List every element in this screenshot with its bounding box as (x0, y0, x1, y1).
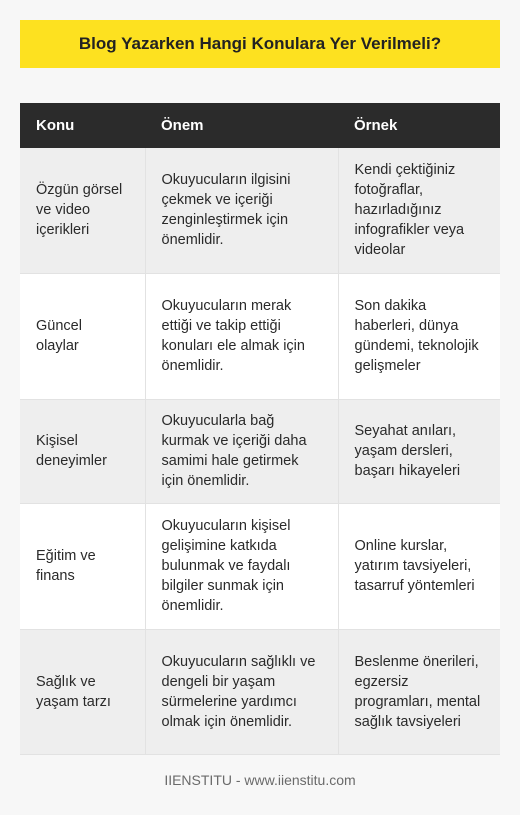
example-cell: Seyahat anıları, yaşam dersleri, başarı hikayeleri (338, 399, 500, 503)
topic-cell: Kişisel deneyimler (20, 399, 145, 503)
footer-credit: IIENSTITU - www.iienstitu.com (164, 772, 356, 788)
table-row (20, 503, 500, 629)
table-row (20, 148, 500, 273)
header-importance: Önem (145, 103, 338, 148)
topic-cell: Eğitim ve finans (20, 503, 145, 629)
example-cell: Son dakika haberleri, dünya gündemi, teknolojik gelişmeler (338, 273, 500, 399)
table-row (20, 273, 500, 399)
example-cell: Beslenme önerileri, egzersiz programları, mental sağlık tavsiyeleri (338, 629, 500, 754)
example-cell: Online kurslar, yatırım tavsiyeleri, tasarruf yöntemleri (338, 503, 500, 629)
table-row (20, 629, 500, 754)
header-example: Örnek (338, 103, 500, 148)
table-row (20, 399, 500, 503)
topics-table (20, 103, 500, 755)
topic-cell: Özgün görsel ve video içerikleri (20, 148, 145, 273)
topic-cell: Güncel olaylar (20, 273, 145, 399)
example-cell: Kendi çektiğiniz fotoğraflar, hazırladığınız infografikler veya videolar (338, 148, 500, 273)
topic-cell: Sağlık ve yaşam tarzı (20, 629, 145, 754)
importance-cell: Okuyucuların merak ettiği ve takip ettiği konuları ele almak için önemlidir. (145, 273, 338, 399)
importance-cell: Okuyucuların kişisel gelişimine katkıda bulunmak ve faydalı bilgiler sunmak için önemlidir. (145, 503, 338, 629)
table-header-row (20, 103, 500, 148)
importance-cell: Okuyucuların ilgisini çekmek ve içeriği zenginleştirmek için önemlidir. (145, 148, 338, 273)
header-topic: Konu (20, 103, 145, 148)
importance-cell: Okuyucuların sağlıklı ve dengeli bir yaşam sürmelerine yardımcı olmak için önemlidir. (145, 629, 338, 754)
importance-cell: Okuyucularla bağ kurmak ve içeriği daha samimi hale getirmek için önemlidir. (145, 399, 338, 503)
page-title: Blog Yazarken Hangi Konulara Yer Verilmeli? (20, 20, 500, 68)
